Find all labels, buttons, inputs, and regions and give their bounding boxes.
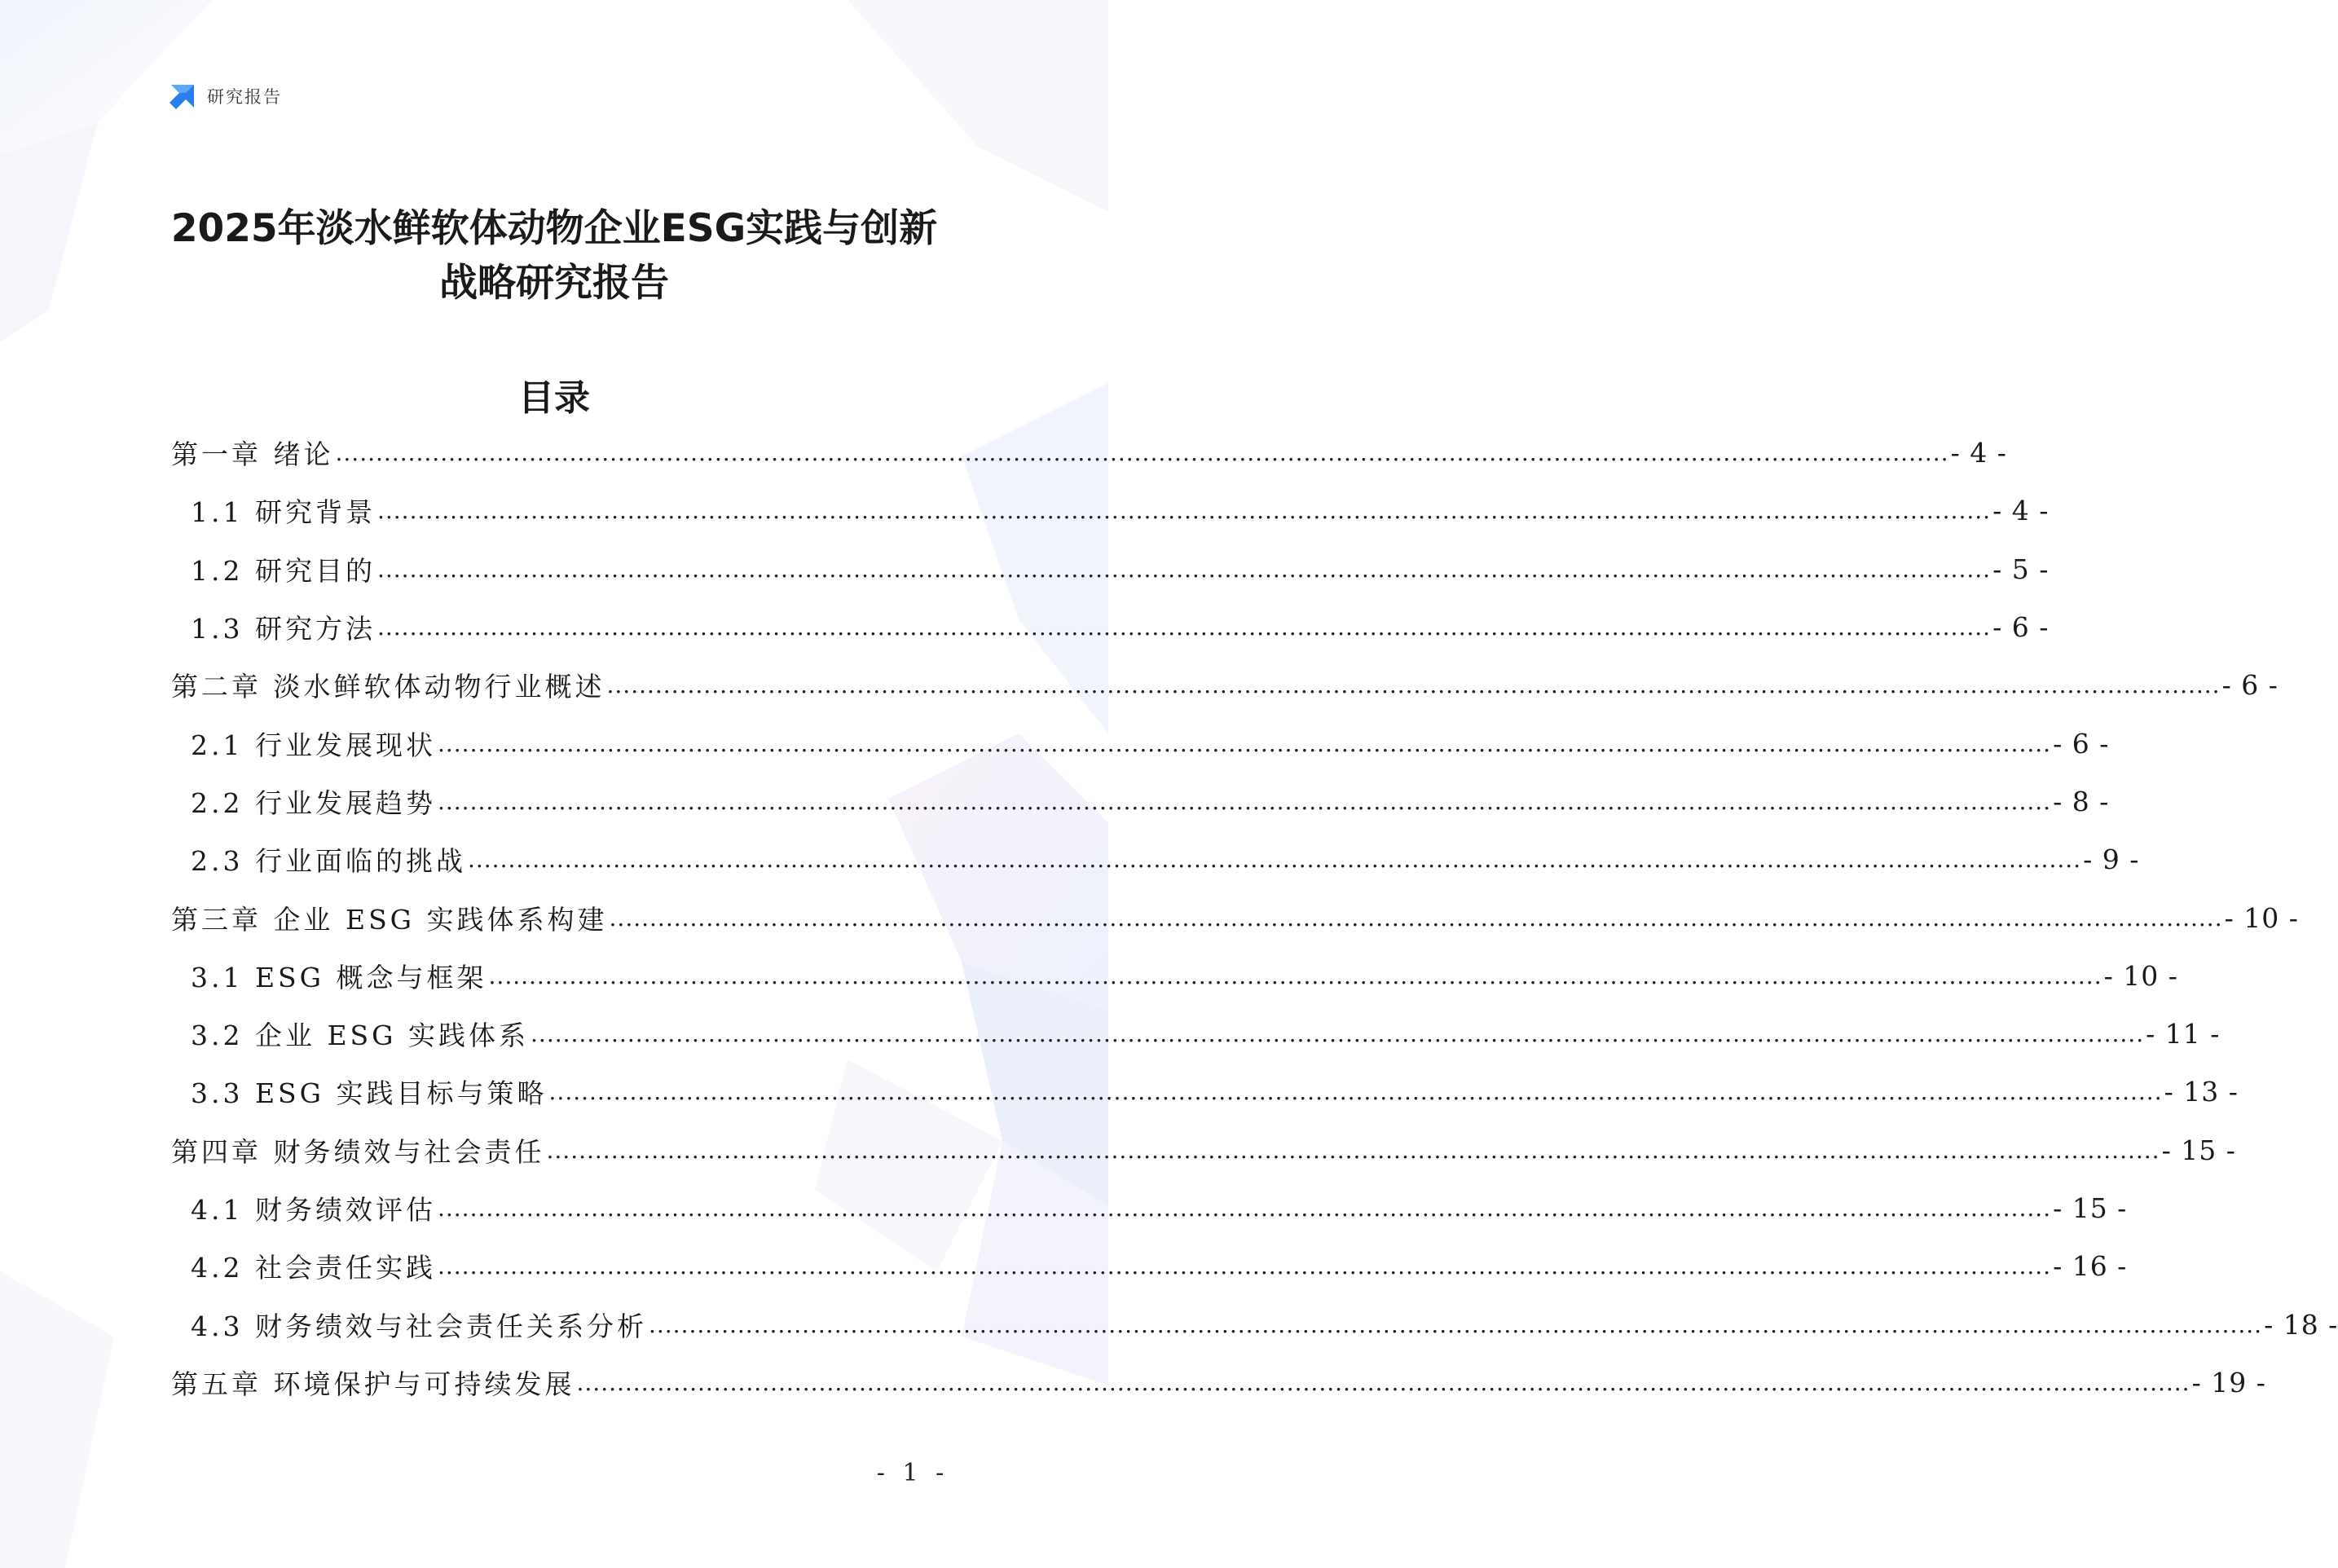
toc-leader-dots: ........................................................................................................................................................................................................ xyxy=(335,439,1949,467)
toc-entry-title: 2.2 行业发展趋势 xyxy=(191,786,436,819)
toc-entry-page: - 4 - xyxy=(1950,437,2007,469)
toc-entry-page: - 6 - xyxy=(2221,669,2279,702)
toc-entry-title: 3.2 企业 ESG 实践体系 xyxy=(191,1020,530,1052)
toc-leader-dots: ........................................................................................................................................................................................................ xyxy=(609,904,2223,932)
toc-leader-dots: ........................................................................................................................................................................................................ xyxy=(437,787,2052,815)
toc-entry[interactable] xyxy=(171,424,2007,482)
toc-leader-dots: ........................................................................................................................................................................................................ xyxy=(376,614,1992,641)
toc-entry-title: 第四章 财务绩效与社会责任 xyxy=(171,1135,545,1168)
toc-leader-dots: ........................................................................................................................................................................................................ xyxy=(437,1253,2052,1280)
toc-entry[interactable] xyxy=(171,540,2050,598)
toc-leader-dots: ........................................................................................................................................................................................................ xyxy=(648,1310,2263,1338)
toc-entry[interactable] xyxy=(171,1237,2128,1295)
report-title-line-1: 2025年淡水鲜软体动物企业ESG实践与创新 xyxy=(170,206,938,251)
toc-entry-title: 第二章 淡水鲜软体动物行业概述 xyxy=(171,671,605,703)
toc-entry[interactable] xyxy=(171,1063,2239,1121)
toc-leader-dots: ........................................................................................................................................................................................................ xyxy=(376,555,1992,583)
toc-leader-dots: ........................................................................................................................................................................................................ xyxy=(531,1020,2145,1048)
toc-entry[interactable] xyxy=(171,1295,2338,1353)
report-title-line-2: 战略研究报告 xyxy=(439,261,669,306)
toc-entry[interactable] xyxy=(171,1179,2128,1237)
toc-entry-title: 3.3 ESG 实践目标与策略 xyxy=(191,1077,548,1110)
toc-leader-dots: ........................................................................................................................................................................................................ xyxy=(546,1136,2160,1164)
toc-entry-page: - 6 - xyxy=(1992,611,2050,644)
toc-entry[interactable] xyxy=(171,714,2110,772)
toc-entry-title: 1.3 研究方法 xyxy=(191,613,376,645)
toc-entry-title: 第五章 环境保护与可持续发展 xyxy=(171,1368,575,1400)
toc-leader-dots: ........................................................................................................................................................................................................ xyxy=(548,1078,2163,1106)
toc-entry[interactable] xyxy=(171,482,2050,540)
toc-entry[interactable] xyxy=(171,1005,2221,1063)
toc-entry-title: 1.1 研究背景 xyxy=(191,496,376,529)
toc-entry-title: 2.1 行业发展现状 xyxy=(191,729,436,761)
toc-leader-dots: ........................................................................................................................................................................................................ xyxy=(606,672,2221,699)
toc-entry[interactable] xyxy=(171,1121,2236,1179)
toc-entry[interactable] xyxy=(171,773,2110,830)
toc-entry-title: 2.3 行业面临的挑战 xyxy=(191,845,466,878)
header-label: 研究报告 xyxy=(207,87,282,107)
toc-entry-page: - 6 - xyxy=(2053,727,2110,760)
toc-entry-page: - 4 - xyxy=(1992,495,2050,527)
toc-entry-page: - 15 - xyxy=(2053,1192,2128,1224)
table-of-contents xyxy=(171,424,2338,1412)
toc-entry[interactable] xyxy=(171,656,2279,714)
toc-entry-page: - 19 - xyxy=(2191,1366,2266,1398)
toc-entry-page: - 13 - xyxy=(2164,1076,2239,1108)
toc-entry[interactable] xyxy=(171,1354,2266,1412)
toc-leader-dots: ........................................................................................................................................................................................................ xyxy=(488,962,2102,989)
toc-leader-dots: ........................................................................................................................................................................................................ xyxy=(467,846,2082,874)
toc-entry-title: 4.2 社会责任实践 xyxy=(191,1252,436,1284)
toc-entry-title: 1.2 研究目的 xyxy=(191,554,376,587)
toc-leader-dots: ........................................................................................................................................................................................................ xyxy=(437,729,2052,757)
report-header xyxy=(168,80,282,112)
toc-entry[interactable] xyxy=(171,947,2178,1005)
toc-entry-page: - 10 - xyxy=(2103,959,2178,992)
toc-entry-title: 3.1 ESG 概念与框架 xyxy=(191,961,487,993)
page-number: - 1 - xyxy=(876,1459,949,1487)
toc-leader-dots: ........................................................................................................................................................................................................ xyxy=(376,497,1992,525)
toc-entry-page: - 10 - xyxy=(2224,901,2299,934)
toc-entry-page: - 9 - xyxy=(2083,843,2140,876)
toc-entry-page: - 5 - xyxy=(1992,553,2050,585)
toc-entry[interactable] xyxy=(171,830,2140,888)
toc-entry[interactable] xyxy=(171,598,2050,656)
toc-entry-title: 第三章 企业 ESG 实践体系构建 xyxy=(171,903,608,936)
toc-entry-page: - 8 - xyxy=(2053,785,2110,817)
toc-entry[interactable] xyxy=(171,888,2299,946)
toc-entry-title: 4.1 财务绩效评估 xyxy=(191,1194,436,1226)
toc-entry-page: - 18 - xyxy=(2264,1308,2338,1341)
toc-entry-page: - 11 - xyxy=(2146,1018,2221,1050)
toc-entry-page: - 16 - xyxy=(2053,1250,2128,1283)
toc-heading: 目录 xyxy=(518,377,590,419)
toc-entry-title: 第一章 绪论 xyxy=(171,438,334,471)
toc-leader-dots: ........................................................................................................................................................................................................ xyxy=(576,1368,2190,1396)
toc-leader-dots: ........................................................................................................................................................................................................ xyxy=(437,1195,2052,1222)
toc-entry-page: - 15 - xyxy=(2161,1134,2236,1166)
toc-entry-title: 4.3 财务绩效与社会责任关系分析 xyxy=(191,1310,647,1342)
arrow-up-right-icon xyxy=(168,81,197,111)
